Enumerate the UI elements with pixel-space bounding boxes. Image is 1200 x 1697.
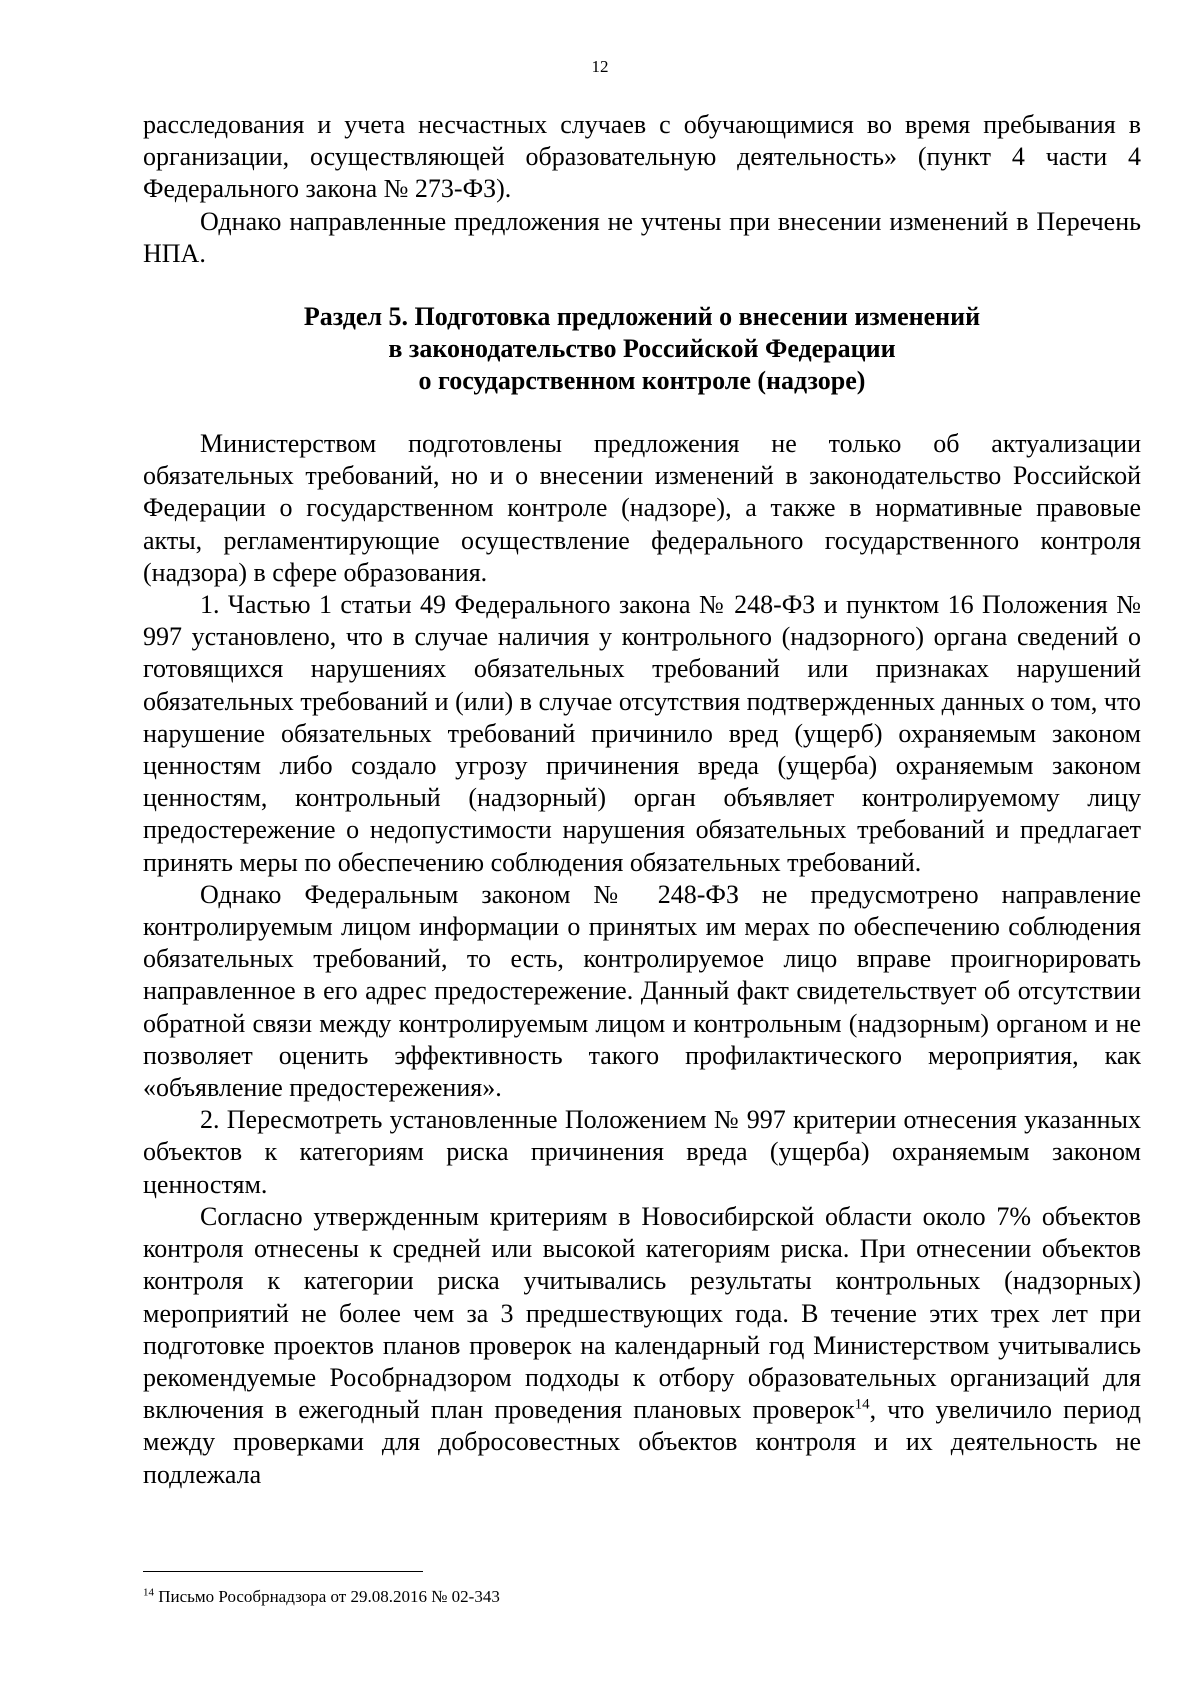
paragraph: Министерством подготовлены предложения не только об актуализации обязательных требований, но и о внесении изменений в законодательство Российской Федерации о государственном контроле (надзоре), а также в нормативные правовые акты, регламентирующие осуществление федерального государственного контроля (надзора) в сфере образования. — [143, 429, 1141, 587]
section-heading-line: о государственном контроле (надзоре) — [418, 366, 866, 396]
paragraph — [143, 1201, 1141, 1491]
footnote-reference: 14 — [854, 1396, 870, 1413]
paragraph: Однако направленные предложения не учтены при внесении изменений в Перечень НПА. — [143, 206, 1141, 268]
section-heading-line: в законодательство Российской Федерации — [388, 334, 896, 364]
section-heading — [143, 301, 1141, 397]
footnote-text: Письмо Рособрнадзора от 29.08.2016 № 02-343 — [154, 1587, 500, 1606]
paragraph-text: , что увеличило период между проверками для добросовестных объектов контроля и их деятельность не подлежала — [143, 1395, 1142, 1489]
page-number: 12 — [591, 57, 609, 76]
paragraph: Однако Федеральным законом № 248-ФЗ не предусмотрено направление контролируемым лицом информации о принятых им мерах по обеспечению соблюдения обязательных требований, то есть, контролируемое лицо вправе проигнорировать направленное в его адрес предостережение. Данный факт свидетельствует об отсутствии обратной связи между контролируемым лицом и контрольным (надзорным) органом и не позволяет оценить эффективность такого профилактического мероприятия, как «объявление предостережения». — [143, 879, 1141, 1103]
footnote-separator — [143, 1571, 423, 1572]
footnote-marker: 14 — [143, 1586, 154, 1599]
footnote — [143, 1586, 1141, 1608]
paragraph: 1. Частью 1 статьи 49 Федерального закона № 248-ФЗ и пунктом 16 Положения № 997 установлено, что в случае наличия у контрольного (надзорного) органа сведений о готовящихся нарушениях обязательных требований или признаках нарушений обязательных требований и (или) в случае отсутствия подтвержденных данных о том, что нарушение обязательных требований причинило вред (ущерб) охраняемым законом ценностям либо создало угрозу причинения вреда (ущерба) охраняемым законом ценностям, контрольный (надзорный) орган объявляет контролируемому лицу предостережение о недопустимости нарушения обязательных требований и предлагает принять меры по обеспечению соблюдения обязательных требований. — [143, 590, 1141, 877]
document-body — [143, 109, 1141, 1491]
paragraph-continuation: расследования и учета несчастных случаев с обучающимися во время пребывания в организации, осуществляющей образовательную деятельность» (пункт 4 части 4 Федерального закона № 273-ФЗ). — [143, 110, 1141, 204]
section-heading-line: Раздел 5. Подготовка предложений о внесении изменений — [303, 302, 981, 332]
paragraph: 2. Пересмотреть установленные Положением № 997 критерии отнесения указанных объектов к категориям риска причинения вреда (ущерба) охраняемым законом ценностям. — [143, 1105, 1141, 1199]
paragraph-text: Согласно утвержденным критериям в Новосибирской области около 7% объектов контроля отнесены к средней или высокой категориям риска. При отнесении объектов контроля к категории риска учитывались результаты контрольных (надзорных) мероприятий не более чем за 3 предшествующих года. В течение этих трех лет при подготовке проектов планов проверок на календарный год Министерством учитывались рекомендуемые Рособрнадзором подходы к отбору образовательных организаций для включения в ежегодный план проведения плановых проверок — [143, 1201, 1141, 1425]
